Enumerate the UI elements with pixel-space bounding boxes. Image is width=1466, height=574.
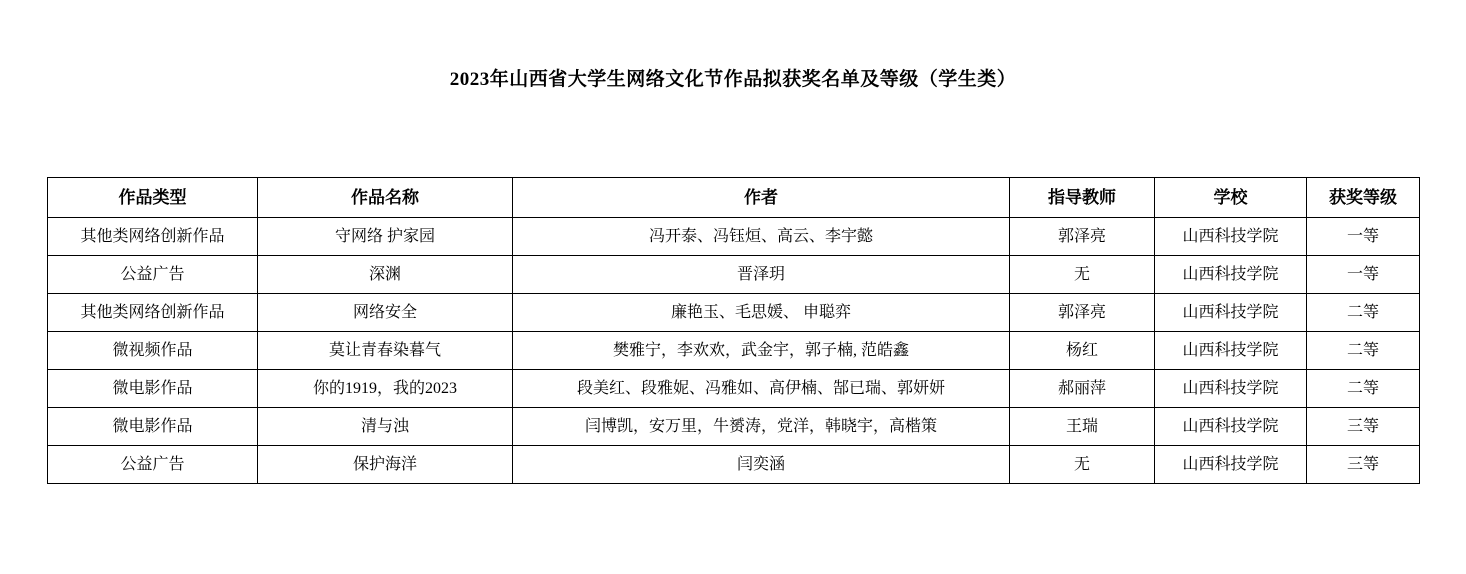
column-header-teacher: 指导教师 bbox=[1010, 178, 1155, 218]
cell-school: 山西科技学院 bbox=[1155, 256, 1307, 294]
column-header-level: 获奖等级 bbox=[1307, 178, 1420, 218]
table-row bbox=[48, 256, 1420, 294]
cell-name: 保护海洋 bbox=[258, 446, 513, 484]
cell-type: 公益广告 bbox=[48, 446, 258, 484]
cell-type: 公益广告 bbox=[48, 256, 258, 294]
cell-type: 其他类网络创新作品 bbox=[48, 294, 258, 332]
cell-level: 三等 bbox=[1307, 446, 1420, 484]
cell-type: 微电影作品 bbox=[48, 408, 258, 446]
table-row bbox=[48, 218, 1420, 256]
cell-name: 你的1919，我的2023 bbox=[258, 370, 513, 408]
cell-name: 深渊 bbox=[258, 256, 513, 294]
cell-name: 守网络 护家园 bbox=[258, 218, 513, 256]
cell-school: 山西科技学院 bbox=[1155, 332, 1307, 370]
award-table-container bbox=[47, 177, 1419, 484]
cell-teacher: 郭泽亮 bbox=[1010, 218, 1155, 256]
cell-teacher: 郭泽亮 bbox=[1010, 294, 1155, 332]
column-header-school: 学校 bbox=[1155, 178, 1307, 218]
cell-school: 山西科技学院 bbox=[1155, 294, 1307, 332]
cell-level: 二等 bbox=[1307, 370, 1420, 408]
table-row bbox=[48, 370, 1420, 408]
cell-level: 三等 bbox=[1307, 408, 1420, 446]
cell-school: 山西科技学院 bbox=[1155, 218, 1307, 256]
cell-level: 一等 bbox=[1307, 218, 1420, 256]
cell-teacher: 郝丽萍 bbox=[1010, 370, 1155, 408]
cell-type: 微视频作品 bbox=[48, 332, 258, 370]
cell-level: 二等 bbox=[1307, 294, 1420, 332]
cell-teacher: 无 bbox=[1010, 256, 1155, 294]
document-page bbox=[0, 64, 1466, 574]
cell-authors: 闫博凯，安万里，牛赟涛，党洋，韩晓宇，高楷策 bbox=[513, 408, 1010, 446]
cell-name: 网络安全 bbox=[258, 294, 513, 332]
cell-authors: 段美红、段雅妮、冯雅如、高伊楠、郜已瑞、郭妍妍 bbox=[513, 370, 1010, 408]
cell-teacher: 王瑞 bbox=[1010, 408, 1155, 446]
cell-authors: 樊雅宁，李欢欢，武金宇，郭子楠, 范皓鑫 bbox=[513, 332, 1010, 370]
table-row bbox=[48, 294, 1420, 332]
cell-school: 山西科技学院 bbox=[1155, 408, 1307, 446]
award-table bbox=[47, 177, 1420, 484]
table-header-row bbox=[48, 178, 1420, 218]
table-row bbox=[48, 332, 1420, 370]
cell-authors: 闫奕涵 bbox=[513, 446, 1010, 484]
cell-level: 一等 bbox=[1307, 256, 1420, 294]
table-row bbox=[48, 446, 1420, 484]
cell-type: 其他类网络创新作品 bbox=[48, 218, 258, 256]
cell-school: 山西科技学院 bbox=[1155, 446, 1307, 484]
column-header-authors: 作者 bbox=[513, 178, 1010, 218]
column-header-name: 作品名称 bbox=[258, 178, 513, 218]
cell-level: 二等 bbox=[1307, 332, 1420, 370]
cell-authors: 晋泽玥 bbox=[513, 256, 1010, 294]
cell-type: 微电影作品 bbox=[48, 370, 258, 408]
page-title: 2023年山西省大学生网络文化节作品拟获奖名单及等级（学生类） bbox=[449, 69, 1017, 90]
cell-name: 莫让青春染暮气 bbox=[258, 332, 513, 370]
cell-teacher: 无 bbox=[1010, 446, 1155, 484]
cell-teacher: 杨红 bbox=[1010, 332, 1155, 370]
cell-school: 山西科技学院 bbox=[1155, 370, 1307, 408]
cell-authors: 廉艳玉、毛思媛、 申聪弈 bbox=[513, 294, 1010, 332]
column-header-type: 作品类型 bbox=[48, 178, 258, 218]
table-row bbox=[48, 408, 1420, 446]
cell-authors: 冯开泰、冯钰烜、高云、李宇懿 bbox=[513, 218, 1010, 256]
cell-name: 清与浊 bbox=[258, 408, 513, 446]
